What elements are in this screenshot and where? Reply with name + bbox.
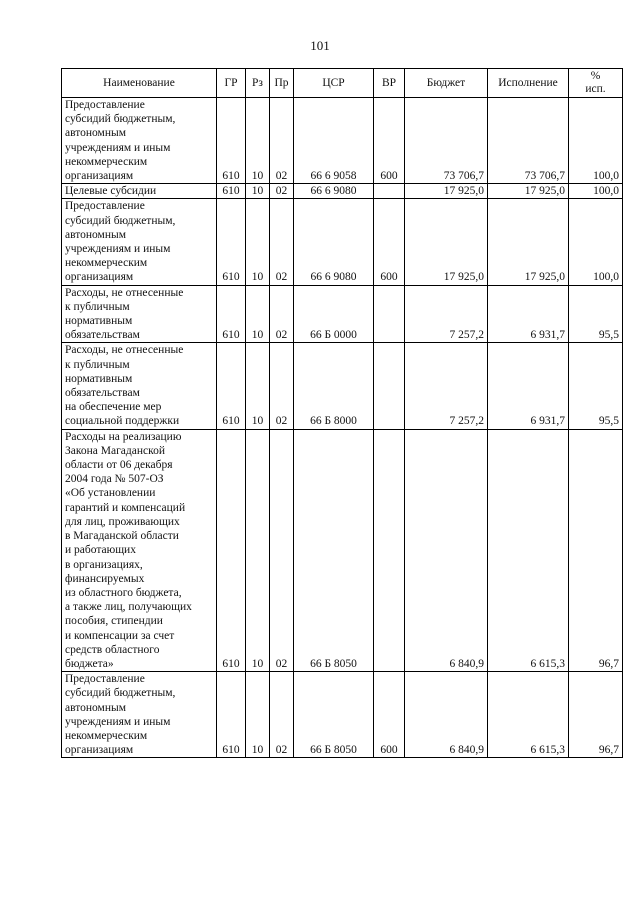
cell-rz: 10 — [246, 672, 270, 758]
cell-vr — [374, 285, 405, 343]
cell-vr — [374, 429, 405, 671]
cell-name: Предоставление субсидий бюджетным, автономным учреждениям и иным некоммерческим организациям — [62, 98, 217, 184]
cell-budget: 6 840,9 — [405, 672, 488, 758]
cell-rz: 10 — [246, 199, 270, 285]
cell-rz: 10 — [246, 285, 270, 343]
cell-csr: 66 Б 0000 — [294, 285, 374, 343]
cell-execution: 6 615,3 — [488, 429, 569, 671]
cell-vr — [374, 343, 405, 429]
cell-vr — [374, 184, 405, 199]
cell-csr: 66 6 9080 — [294, 184, 374, 199]
cell-execution: 6 931,7 — [488, 285, 569, 343]
cell-pr: 02 — [270, 184, 294, 199]
cell-percent: 100,0 — [569, 184, 623, 199]
col-header-percent: % исп. — [569, 69, 623, 98]
table-row — [62, 672, 623, 758]
cell-gr: 610 — [217, 199, 246, 285]
cell-pr: 02 — [270, 343, 294, 429]
cell-pr: 02 — [270, 672, 294, 758]
cell-rz: 10 — [246, 429, 270, 671]
cell-name: Расходы на реализацию Закона Магаданской области от 06 декабря 2004 года № 507-ОЗ «Об установлении гарантий и компенсаций для лиц, проживающих в Магаданской области и работающих в организациях, финансируемых из областного бюджета, а также лиц, получающих пособия, стипендии и компенсации за счет средств областного бюджета» — [62, 429, 217, 671]
table-row — [62, 98, 623, 184]
col-header-execution: Исполнение — [488, 69, 569, 98]
cell-percent: 96,7 — [569, 672, 623, 758]
cell-budget: 17 925,0 — [405, 184, 488, 199]
col-header-vr: ВР — [374, 69, 405, 98]
cell-gr: 610 — [217, 184, 246, 199]
page-number: 101 — [310, 38, 330, 53]
col-header-csr: ЦСР — [294, 69, 374, 98]
cell-gr: 610 — [217, 672, 246, 758]
cell-name: Предоставление субсидий бюджетным, автономным учреждениям и иным некоммерческим организациям — [62, 672, 217, 758]
col-header-budget: Бюджет — [405, 69, 488, 98]
table-row — [62, 343, 623, 429]
table-row — [62, 429, 623, 671]
cell-percent: 95,5 — [569, 343, 623, 429]
cell-vr: 600 — [374, 672, 405, 758]
cell-execution: 73 706,7 — [488, 98, 569, 184]
table-row — [62, 199, 623, 285]
table-header-row — [62, 69, 623, 98]
cell-csr: 66 Б 8000 — [294, 343, 374, 429]
cell-execution: 6 931,7 — [488, 343, 569, 429]
cell-gr: 610 — [217, 343, 246, 429]
cell-vr: 600 — [374, 199, 405, 285]
cell-name: Предоставление субсидий бюджетным, автономным учреждениям и иным некоммерческим организациям — [62, 199, 217, 285]
cell-pr: 02 — [270, 285, 294, 343]
cell-rz: 10 — [246, 184, 270, 199]
cell-execution: 17 925,0 — [488, 199, 569, 285]
cell-budget: 73 706,7 — [405, 98, 488, 184]
cell-budget: 7 257,2 — [405, 343, 488, 429]
cell-budget: 17 925,0 — [405, 199, 488, 285]
cell-csr: 66 Б 8050 — [294, 672, 374, 758]
col-header-rz: Рз — [246, 69, 270, 98]
cell-budget: 7 257,2 — [405, 285, 488, 343]
cell-gr: 610 — [217, 429, 246, 671]
cell-csr: 66 6 9058 — [294, 98, 374, 184]
cell-name: Расходы, не отнесенные к публичным нормативным обязательствам на обеспечение мер социальной поддержки — [62, 343, 217, 429]
cell-percent: 95,5 — [569, 285, 623, 343]
cell-rz: 10 — [246, 343, 270, 429]
cell-pr: 02 — [270, 98, 294, 184]
cell-pr: 02 — [270, 429, 294, 671]
cell-name: Расходы, не отнесенные к публичным нормативным обязательствам — [62, 285, 217, 343]
cell-gr: 610 — [217, 98, 246, 184]
table-row — [62, 285, 623, 343]
col-header-gr: ГР — [217, 69, 246, 98]
cell-gr: 610 — [217, 285, 246, 343]
col-header-pr: Пр — [270, 69, 294, 98]
cell-execution: 6 615,3 — [488, 672, 569, 758]
cell-csr: 66 6 9080 — [294, 199, 374, 285]
cell-rz: 10 — [246, 98, 270, 184]
cell-csr: 66 Б 8050 — [294, 429, 374, 671]
cell-execution: 17 925,0 — [488, 184, 569, 199]
budget-execution-table — [61, 68, 623, 758]
cell-pr: 02 — [270, 199, 294, 285]
cell-budget: 6 840,9 — [405, 429, 488, 671]
cell-name: Целевые субсидии — [62, 184, 217, 199]
col-header-name: Наименование — [62, 69, 217, 98]
cell-vr: 600 — [374, 98, 405, 184]
cell-percent: 100,0 — [569, 98, 623, 184]
cell-percent: 96,7 — [569, 429, 623, 671]
table-row — [62, 184, 623, 199]
cell-percent: 100,0 — [569, 199, 623, 285]
